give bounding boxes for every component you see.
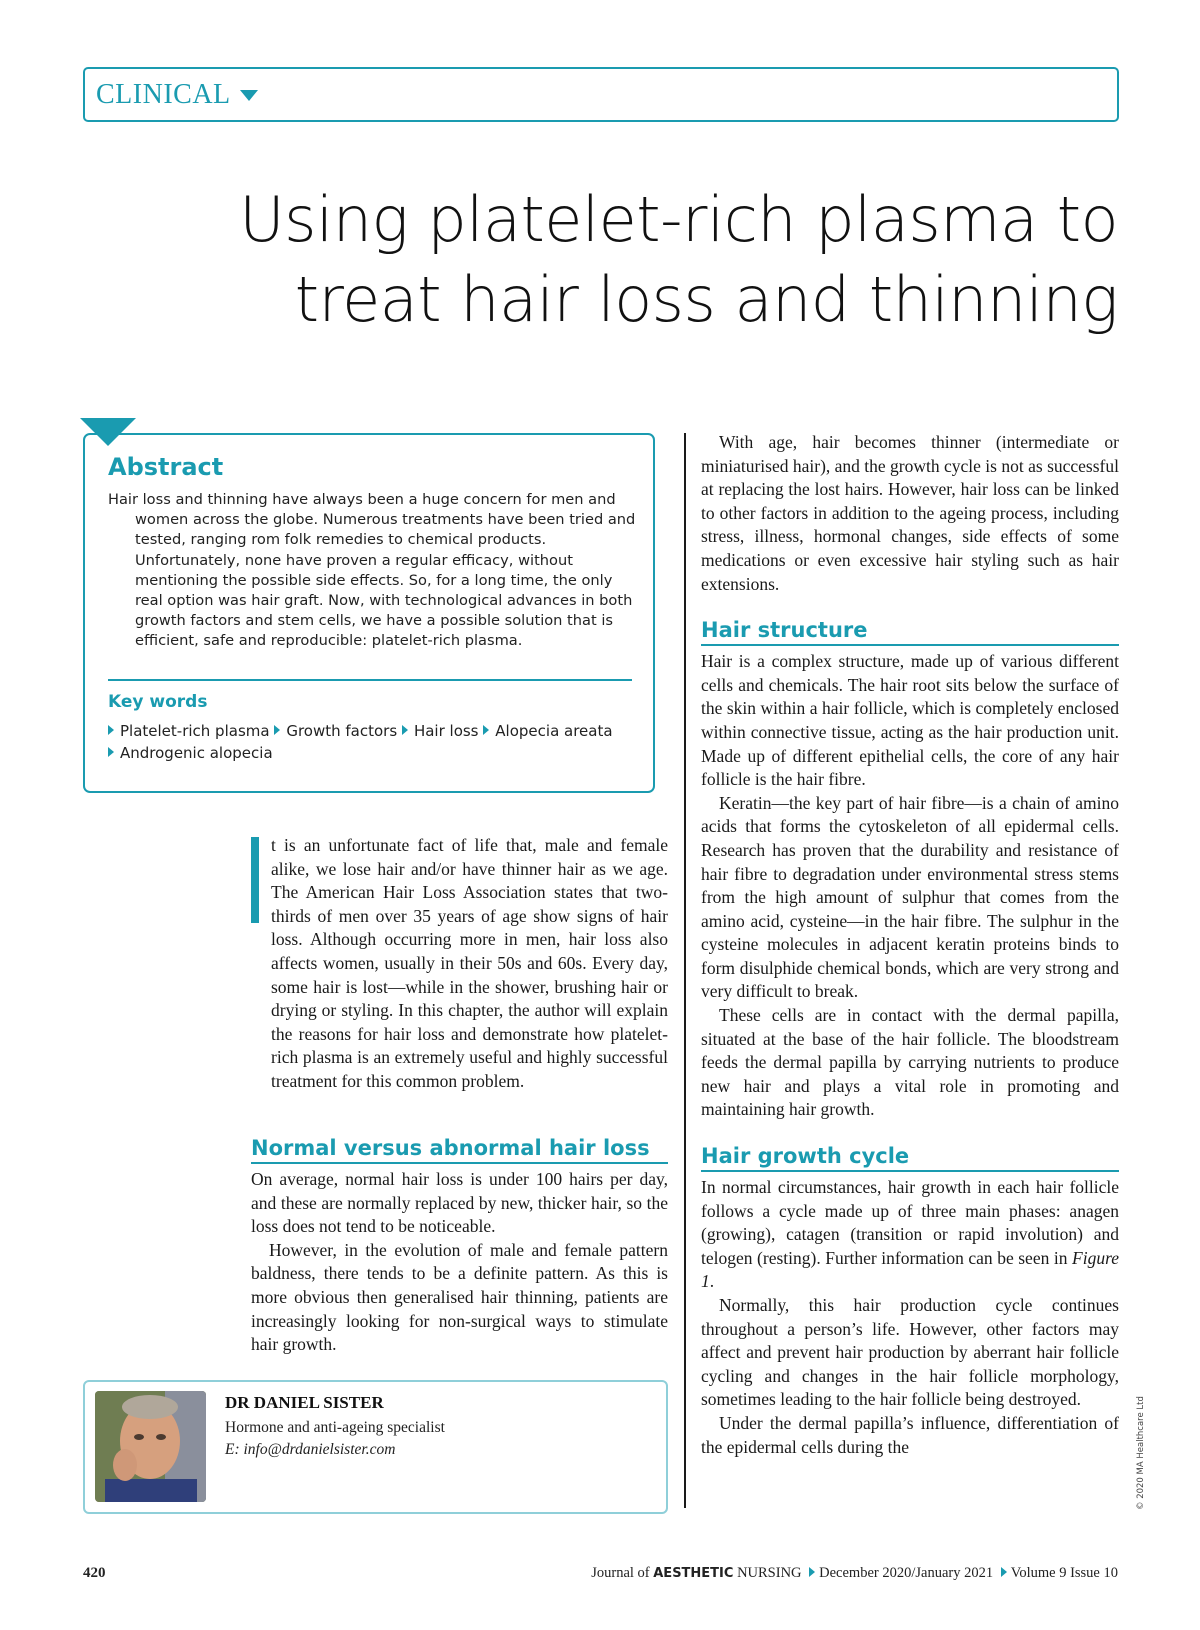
page-number: 420 (83, 1565, 106, 1581)
caret-right-icon (483, 725, 489, 735)
copyright-notice: © 2020 MA Healthcare Ltd (1136, 1396, 1146, 1510)
keyword-label: Platelet-rich plasma (120, 722, 270, 740)
section-label: CLINICAL (96, 78, 231, 110)
text-span: In normal circumstances, hair growth in each hair follicle follows a cycle made up of three main phases: anagen (growing), catagen (transition or rapid involution) and telogen (resting). Further information can be seen in (701, 1177, 1119, 1268)
figure-reference: Figure 1 (701, 1247, 1119, 1292)
keyword-item (108, 722, 270, 740)
abstract-text: Hair loss and thinning have always been a huge concern for men and women across the globe. Numerous treatments have been tried and tested, ranging rom folk remedies to chemical products. Unfortunately, none have proven a regular efficacy, without mentioning the possible side effects. So, for a long time, the only real option was hair graft. Now, with technological advances in both growth factors and stem cells, we have a possible solution that is efficient, safe and reproducible: platelet-rich plasma. (108, 491, 636, 650)
paragraph (701, 1176, 1119, 1294)
section-heading: Hair growth cycle (701, 1144, 1119, 1172)
caret-right-icon (809, 1567, 815, 1577)
column-divider (684, 433, 686, 1508)
keyword-label: Androgenic alopecia (120, 744, 273, 762)
keyword-item (274, 722, 397, 740)
normal-loss-section (251, 1136, 668, 1357)
author-photo (95, 1391, 206, 1502)
author-name: DR DANIEL SISTER (225, 1393, 384, 1412)
paragraph: With age, hair becomes thinner (intermediate or miniaturised hair), and the growth cycle is not as successful at replacing the lost hairs. However, hair loss can be linked to other factors in addition to the ageing process, including stress, illness, hormonal changes, side effects of some medications or even excessive hair styling such as hair extensions. (701, 432, 1119, 594)
keyword-label: Alopecia areata (495, 722, 613, 740)
issue-date: December 2020/January 2021 (819, 1565, 994, 1581)
journal-suffix: NURSING (733, 1565, 802, 1581)
section-heading: Hair structure (701, 618, 1119, 646)
paragraph: Under the dermal papilla’s influence, differentiation of the epidermal cells during the (701, 1412, 1119, 1457)
issue-volume: Volume 9 Issue 10 (1010, 1565, 1118, 1581)
paragraph: However, in the evolution of male and female pattern baldness, there tends to be a definite pattern. As this is more obvious then generalised hair thinning, patients are increasingly looking for non-surgical ways to stimulate hair growth. (251, 1239, 668, 1355)
intro-section (251, 834, 668, 1094)
author-role: Hormone and anti-ageing specialist (225, 1419, 445, 1436)
text-span: . (709, 1271, 715, 1292)
article-title: Using platelet-rich plasma to treat hair loss and thinning (239, 183, 1118, 336)
keyword-label: Hair loss (413, 722, 479, 740)
right-column (701, 431, 1119, 1459)
paragraph: Keratin—the key part of hair fibre—is a chain of amino acids that forms the cytoskeleton of all epidermal cells. Research has proven that the durability and resistance of hair fibre to degradation under environmental stress stems from the high amount of sulphur that comes from the amino acid, cysteine—in the hair fibre. The sulphur in the cysteine molecules in adjacent keratin proteins binds to form disulphide chemical bonds, which are very strong and very difficult to break. (701, 792, 1119, 1002)
caret-right-icon (1001, 1567, 1007, 1577)
journal-name-bold: AESTHETIC (653, 1566, 734, 1581)
keyword-item (108, 744, 273, 762)
caret-right-icon (108, 747, 114, 757)
journal-footer (591, 1565, 1118, 1582)
paragraph: Hair is a complex structure, made up of various different cells and chemicals. The hair root sits below the surface of the skin within a hair follicle, which is completely enclosed within connective tissue, acting as the hair production unit. Made up of different epithelial cells, the core of any hair follicle is the hair fibre. (701, 651, 1119, 790)
abstract-heading: Abstract (108, 453, 224, 481)
caret-down-icon (240, 90, 258, 101)
section-header (83, 67, 1119, 122)
caret-right-icon (274, 725, 280, 735)
paragraph: On average, normal hair loss is under 100 hairs per day, and these are normally replaced by new, thicker hair, so the loss does not tend to be noticeable. (251, 1169, 668, 1237)
author-email[interactable]: E: info@drdanielsister.com (225, 1441, 396, 1458)
section-heading: Normal versus abnormal hair loss (251, 1136, 668, 1164)
caret-right-icon (402, 725, 408, 735)
keywords-heading: Key words (108, 692, 208, 712)
caret-right-icon (108, 725, 114, 735)
keyword-item (483, 722, 612, 740)
keywords-list (108, 720, 628, 764)
paragraph: Normally, this hair production cycle continues throughout a person’s life. However, other factors may affect and prevent hair production by aberrant hair follicle cycling and changes in the hair follicle morphology, sometimes leading to the hair follicle being destroyed. (701, 1295, 1119, 1410)
keyword-item (402, 722, 479, 740)
paragraph: These cells are in contact with the dermal papilla, situated at the base of the hair follicle. The bloodstream feeds the dermal papilla by carrying nutrients to produce new hair and plays a vital role in promoting and maintaining hair growth. (701, 1005, 1119, 1120)
abstract-divider (108, 679, 632, 681)
journal-prefix: Journal of (591, 1565, 654, 1581)
intro-paragraph: t is an unfortunate fact of life that, male and female alike, we lose hair and/or have thinner hair as we age. The American Hair Loss Association states that two-thirds of men over 35 years of age show signs of hair loss. Although occurring more in men, hair loss also affects women, usually in their 50s and 60s. Every day, some hair is lost—while in the shower, brushing hair or drying or styling. In this chapter, the author will explain the reasons for hair loss and demonstrate how platelet-rich plasma is an extremely useful and highly successful treatment for this common problem. (271, 835, 668, 1091)
abstract-tab-icon (80, 418, 136, 446)
keyword-label: Growth factors (286, 722, 398, 740)
